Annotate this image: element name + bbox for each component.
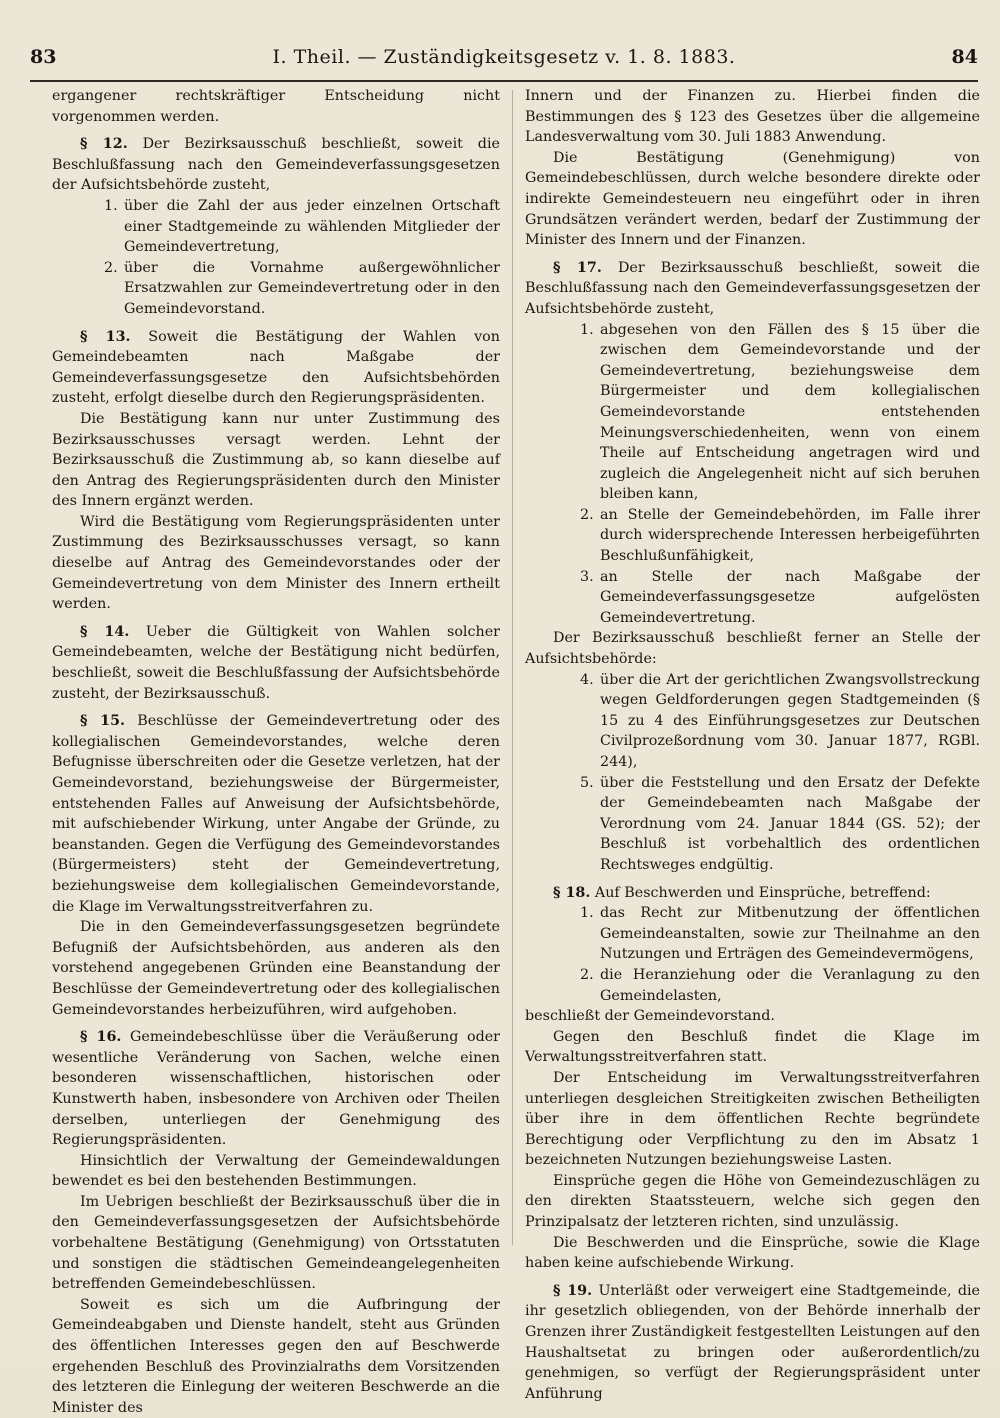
running-header	[30, 42, 978, 76]
paragraph-text: Der Bezirksausschuß beschließt, soweit die Beschlußfassung nach den Gemeindeverfassungsgesetzen der Aufsichtsbehörde zusteht,	[52, 136, 500, 194]
section-13-intro	[52, 327, 500, 409]
paragraph-text: Beschlüsse der Gemeindevertretung oder des kollegialischen Gemeindevorstandes, welche deren Befugnisse überschreiten oder die Gesetze verletzen, hat der Gemeindevorstand, beziehungsweise der Bürgermeister, entstehenden Falles auf Anweisung der Aufsichtsbehörde, mit aufschiebender Wirkung, unter Angabe der Gründe, zu beanstanden. Gegen die Verfügung des Gemeindevorstandes (Bürgermeisters) steht der Gemeindevertretung, beziehungsweise dem kollegialischen Gemeindevorstande, die Klage im Verwaltungsstreitverfahren zu.	[52, 713, 500, 915]
section-label: § 13.	[80, 328, 131, 345]
paragraph: Gegen den Beschluß findet die Klage im Verwaltungsstreitverfahren statt.	[525, 1028, 980, 1066]
list-item	[52, 196, 500, 258]
section-label: § 19.	[553, 1282, 593, 1299]
page-number-right: 84	[951, 46, 978, 68]
list-item	[52, 258, 500, 320]
list-item	[525, 567, 980, 629]
item-number: 1.	[580, 905, 594, 922]
paragraph-text: Ueber die Gültigkeit von Wahlen solcher Gemeindebeamten, welche der Bestätigung nicht bedürfen, beschließt, soweit die Beschlußfassung der Aufsichtsbehörde zusteht, der Bezirksausschuß.	[52, 623, 501, 702]
item-number: 1.	[580, 321, 594, 338]
section-12-intro	[52, 134, 500, 196]
column-divider	[512, 90, 513, 1245]
item-text: an Stelle der nach Maßgabe der Gemeindeverfassungsgesetze aufgelösten Gemeindevertretung.	[600, 568, 980, 626]
item-number: 4.	[580, 671, 594, 688]
paragraph: Der Entscheidung im Verwaltungsstreitverfahren unterliegen desgleichen Streitigkeiten zwischen Betheiligten über ihre in dem öffentlichen Rechte begründete Berechtigung oder Verpflichtung zu den im Absatz 1 bezeichneten Nutzungen beziehungsweise Lasten.	[525, 1069, 980, 1169]
paragraph: Die Bestätigung kann nur unter Zustimmung des Bezirksausschusses versagt werden. Lehnt der Bezirksausschuß die Zustimmung ab, so kann dieselbe auf den Antrag des Regierungspräsidenten durch den Minister des Innern ergänzt werden.	[52, 410, 500, 510]
item-number: 3.	[580, 568, 594, 585]
paragraph: Der Bezirksausschuß beschließt ferner an Stelle der Aufsichtsbehörde:	[525, 630, 980, 668]
list-item	[525, 773, 980, 876]
item-number: 5.	[580, 774, 594, 791]
paragraph: Innern und der Finanzen zu. Hierbei finden die Bestimmungen des § 123 des Gesetzes über die allgemeine Landesverwaltung vom 30. Juli 1883 Anwendung.	[525, 88, 980, 146]
list-item	[525, 320, 980, 505]
item-text: das Recht zur Mitbenutzung der öffentlichen Gemeindeanstalten, sowie zur Theilnahme an den Nutzungen und Erträgen des Gemeindevermögens,	[600, 905, 980, 963]
item-text: die Heranziehung oder die Veranlagung zu den Gemeindelasten,	[600, 966, 980, 1004]
paragraph: Im Uebrigen beschließt der Bezirksausschuß über die in den Gemeindeverfassungsgesetzen der Aufsichtsbehörde vorbehaltene Bestätigung (Genehmigung) von Ortsstatuten und sonstigen die städtischen Gemeindeangelegenheiten betreffenden Gemeindebeschlüssen.	[52, 1193, 500, 1293]
item-text: über die Vornahme außergewöhnlicher Ersatzwahlen zur Gemeindevertretung oder in den Gemeindevorstand.	[124, 259, 500, 317]
page-number-left: 83	[30, 46, 57, 68]
paragraph-text: Auf Beschwerden und Einsprüche, betreffend:	[594, 884, 931, 901]
paragraph: ergangener rechtskräftiger Entscheidung nicht vorgenommen werden.	[52, 88, 500, 125]
section-label: § 12.	[80, 136, 128, 153]
item-text: an Stelle der Gemeindebehörden, im Falle ihrer durch widersprechende Interessen herbeigeführten Beschlußunfähigkeit,	[600, 506, 980, 565]
paragraph-text: Gemeindebeschlüsse über die Veräußerung oder wesentliche Veränderung von Sachen, welche einen besonderen wissenschaftlichen, historischen oder Kunstwerth haben, insbesondere von Archiven oder Theilen derselben, unterliegen der Genehmigung des Regierungspräsidenten.	[52, 1029, 501, 1149]
paragraph: Die Beschwerden und die Einsprüche, sowie die Klage haben keine aufschiebende Wirkung.	[525, 1234, 980, 1272]
paragraph: Wird die Bestätigung vom Regierungspräsidenten unter Zustimmung des Bezirksausschusses versagt, so kann dieselbe auf Antrag des Gemeindevorstandes oder der Gemeindevertretung von dem Minister des Innern ertheilt werden.	[52, 513, 500, 613]
paragraph-text: Unterläßt oder verweigert eine Stadtgemeinde, die ihr gesetzlich obliegenden, von der Behörde innerhalb der Grenzen ihrer Zuständigkeit festgestellten Leistungen auf den Haushaltsetat zu bringen oder außerordentlich/zu genehmigen, so verfügt der Regierungspräsident unter Anführung	[525, 1282, 981, 1402]
running-title: I. Theil. — Zuständigkeitsgesetz v. 1. 8. 1883.	[272, 46, 736, 68]
right-column	[525, 86, 980, 1404]
item-number: 1.	[104, 197, 118, 214]
item-text: abgesehen von den Fällen des § 15 über die zwischen dem Gemeindevorstande und der Gemeindevertretung, beziehungsweise dem Bürgermeister und dem kollegialischen Gemeindevorstande entstehenden Meinungsverschiedenheiten, wenn von einem Theile auf Entscheidung angetragen wird und zugleich die Angelegenheit nicht auf sich beruhen bleiben kann,	[600, 321, 980, 503]
list-item	[525, 670, 980, 773]
section-19-intro	[525, 1281, 980, 1405]
section-17-intro	[525, 258, 980, 320]
section-label: § 16.	[80, 1029, 122, 1046]
item-text: über die Zahl der aus jeder einzelnen Ortschaft einer Stadtgemeinde zu wählenden Mitglieder der Gemeindevertretung,	[124, 197, 500, 256]
item-number: 2.	[580, 506, 594, 523]
item-number: 2.	[580, 966, 594, 983]
item-text: über die Feststellung und den Ersatz der Defekte der Gemeindebeamten nach Maßgabe der Verordnung vom 24. Januar 1844 (GS. 52); der Beschluß ist vorbehaltlich des ordentlichen Rechtsweges endgültig.	[600, 774, 980, 873]
paragraph: Soweit es sich um die Aufbringung der Gemeindeabgaben und Dienste handelt, steht aus Gründen des öffentlichen Interesses gegen den auf Beschwerde ergehenden Beschluß des Provinzialraths dem Vorsitzenden des letzteren die Einlegung der weiteren Beschwerde an die Minister des	[52, 1296, 500, 1416]
section-label: § 18.	[553, 884, 591, 901]
paragraph: Die Bestätigung (Genehmigung) von Gemeindebeschlüssen, durch welche besondere direkte oder indirekte Gemeindesteuern neu eingeführt oder in ihren Grundsätzen verändert werden, bedarf der Zustimmung der Minister des Innern und der Finanzen.	[525, 149, 980, 249]
list-item	[525, 965, 980, 1006]
section-label: § 14.	[80, 623, 130, 640]
section-label: § 15.	[80, 713, 125, 730]
list-item	[525, 903, 980, 965]
item-text: über die Art der gerichtlichen Zwangsvollstreckung wegen Geldforderungen gegen Stadtgemeinden (§ 15 zu 4 des Einführungsgesetzes zur Deutschen Civilprozeßordnung vom 30. Januar 1877, RGBl. 244),	[600, 671, 980, 770]
paragraph: Einsprüche gegen die Höhe von Gemeindezuschlägen zu den direkten Staatssteuern, welche sich gegen den Prinzipalsatz der letzteren richten, sind unzulässig.	[525, 1172, 980, 1231]
paragraph: Hinsichtlich der Verwaltung der Gemeindewaldungen bewendet es bei den bestehenden Bestimmungen.	[52, 1152, 500, 1190]
paragraph-text: Der Bezirksausschuß beschließt, soweit die Beschlußfassung nach den Gemeindeverfassungsgesetzen der Aufsichtsbehörde zusteht,	[525, 259, 981, 317]
list-item	[525, 505, 980, 567]
section-18-intro	[525, 883, 980, 904]
paragraph: Die in den Gemeindeverfassungsgesetzen begründete Befugniß der Aufsichtsbehörden, aus anderen als den vorstehend angegebenen Gründen eine Beanstandung der Beschlüsse der Gemeindevertretung oder des kollegialischen Gemeindevorstandes herbeizuführen, wird aufgehoben.	[52, 919, 500, 1018]
section-label: § 17.	[553, 259, 602, 276]
section-15-intro	[52, 711, 500, 917]
section-14-intro	[52, 622, 500, 704]
header-rule	[30, 80, 978, 82]
section-16-intro	[52, 1027, 500, 1151]
paragraph-text: Soweit die Bestätigung der Wahlen von Gemeindebeamten nach Maßgabe der Gemeindeverfassungsgesetze den Aufsichtsbehörden zusteht, erfolgt dieselbe durch den Regierungspräsidenten.	[52, 328, 500, 407]
left-column	[52, 86, 500, 1418]
item-number: 2.	[104, 259, 118, 276]
paragraph: beschließt der Gemeindevorstand.	[525, 1008, 775, 1025]
